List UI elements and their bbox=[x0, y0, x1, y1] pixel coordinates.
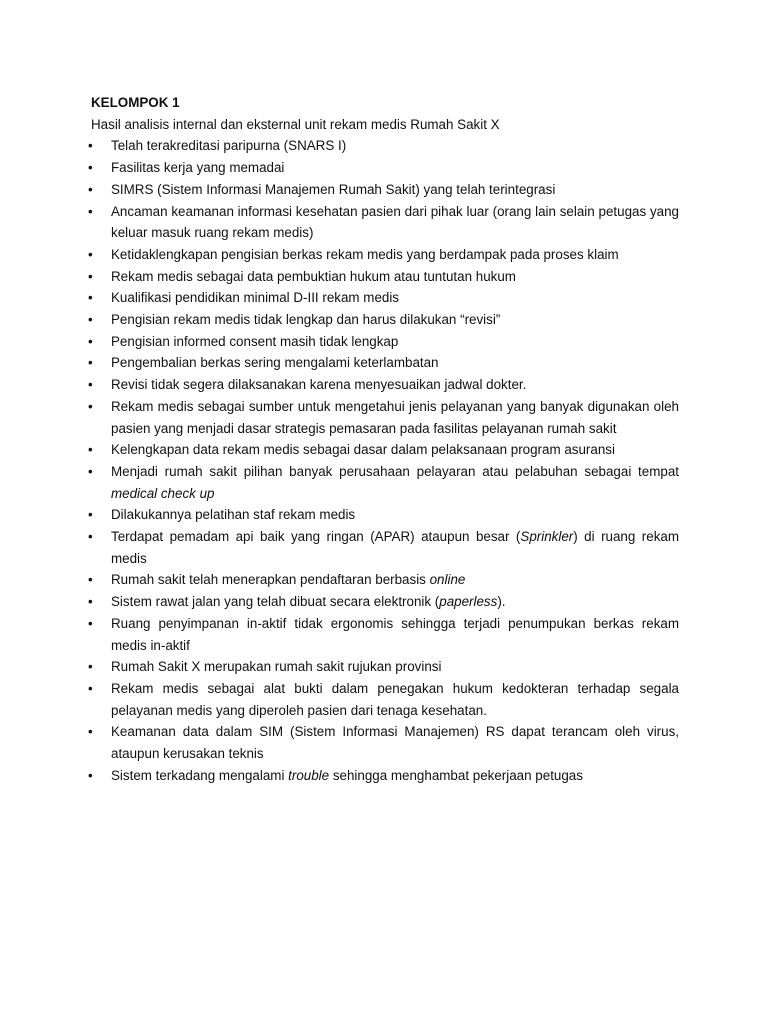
list-item: • Rekam medis sebagai sumber untuk mengetahui jenis pelayanan yang banyak digunakan oleh pasien yang menjadi dasar strategis pemasaran pada fasilitas pelayanan rumah sakit bbox=[91, 396, 679, 439]
list-item: • Ketidaklengkapan pengisian berkas rekam medis yang berdampak pada proses klaim bbox=[91, 244, 679, 266]
list-item: • Sistem rawat jalan yang telah dibuat secara elektronik (paperless). bbox=[91, 591, 679, 613]
list-item: • Rekam medis sebagai data pembuktian hukum atau tuntutan hukum bbox=[91, 266, 679, 288]
list-item: • Revisi tidak segera dilaksanakan karena menyesuaikan jadwal dokter. bbox=[91, 374, 679, 396]
list-item: • Kualifikasi pendidikan minimal D-III rekam medis bbox=[91, 287, 679, 309]
list-item: • Rumah sakit telah menerapkan pendaftaran berbasis online bbox=[91, 569, 679, 591]
list-item: • Keamanan data dalam SIM (Sistem Informasi Manajemen) RS dapat terancam oleh virus, ataupun kerusakan teknis bbox=[91, 721, 679, 764]
list-item: • Ruang penyimpanan in-aktif tidak ergonomis sehingga terjadi penumpukan berkas rekam medis in-aktif bbox=[91, 613, 679, 656]
list-item: • Rekam medis sebagai alat bukti dalam penegakan hukum kedokteran terhadap segala pelayanan medis yang diperoleh pasien dari tenaga kesehatan. bbox=[91, 678, 679, 721]
document-page bbox=[91, 92, 679, 787]
list-item: • Terdapat pemadam api baik yang ringan (APAR) ataupun besar (Sprinkler) di ruang rekam medis bbox=[91, 526, 679, 569]
list-item: • Pengembalian berkas sering mengalami keterlambatan bbox=[91, 352, 679, 374]
list-item: • Telah terakreditasi paripurna (SNARS I) bbox=[91, 135, 679, 157]
list-item: • Pengisian informed consent masih tidak lengkap bbox=[91, 331, 679, 353]
list-item: • SIMRS (Sistem Informasi Manajemen Rumah Sakit) yang telah terintegrasi bbox=[91, 179, 679, 201]
list-item: • Pengisian rekam medis tidak lengkap dan harus dilakukan “revisi” bbox=[91, 309, 679, 331]
list-item: • Rumah Sakit X merupakan rumah sakit rujukan provinsi bbox=[91, 656, 679, 678]
list-item: • Menjadi rumah sakit pilihan banyak perusahaan pelayaran atau pelabuhan sebagai tempat medical check up bbox=[91, 461, 679, 504]
findings-list bbox=[91, 135, 679, 786]
list-item: • Sistem terkadang mengalami trouble sehingga menghambat pekerjaan petugas bbox=[91, 765, 679, 787]
list-item: • Dilakukannya pelatihan staf rekam medis bbox=[91, 504, 679, 526]
list-item: • Fasilitas kerja yang memadai bbox=[91, 157, 679, 179]
list-item: • Kelengkapan data rekam medis sebagai dasar dalam pelaksanaan program asuransi bbox=[91, 439, 679, 461]
document-heading: KELOMPOK 1 bbox=[91, 95, 180, 110]
document-subtitle: Hasil analisis internal dan eksternal unit rekam medis Rumah Sakit X bbox=[91, 116, 500, 132]
list-item: • Ancaman keamanan informasi kesehatan pasien dari pihak luar (orang lain selain petugas yang keluar masuk ruang rekam medis) bbox=[91, 201, 679, 244]
